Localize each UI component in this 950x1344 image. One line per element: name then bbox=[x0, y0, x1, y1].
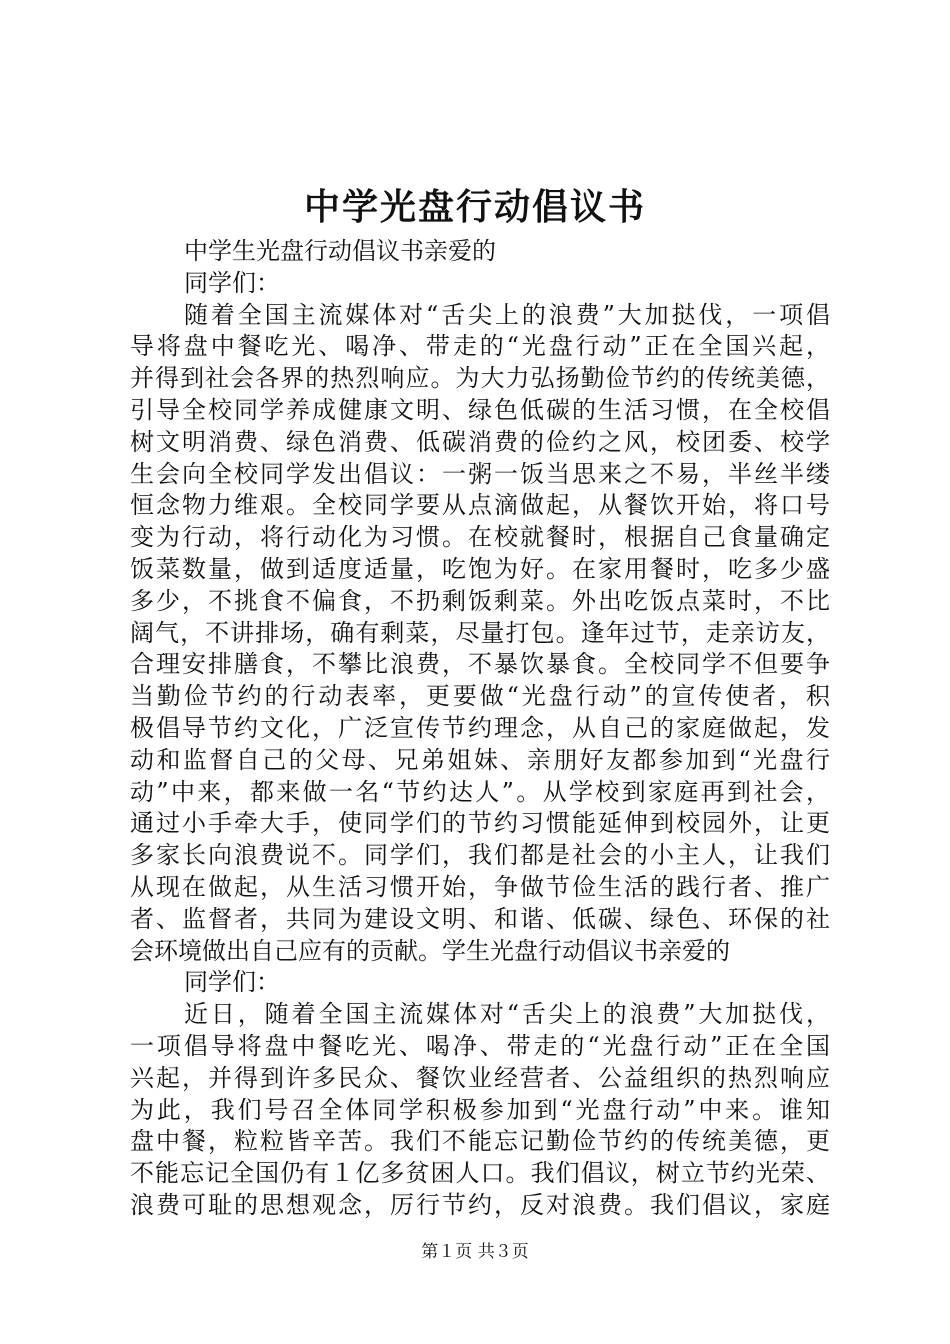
text-line: 者、监督者，共同为建设文明、和谐、低碳、绿色、环保的社 bbox=[130, 904, 830, 933]
text-line: 近日，随着全国主流媒体对“舌尖上的浪费”大加挞伐， bbox=[184, 1000, 830, 1029]
text-line: 盘中餐，粒粒皆辛苦。我们不能忘记勤俭节约的传统美德，更 bbox=[130, 1127, 830, 1156]
text-line: 导将盘中餐吃光、喝净、带走的“光盘行动”正在全国兴起， bbox=[130, 332, 830, 361]
text-line: 通过小手牵大手，使同学们的节约习惯能延伸到校园外，让更 bbox=[130, 809, 830, 838]
text-line: 树文明消费、绿色消费、低碳消费的俭约之风，校团委、校学 bbox=[130, 427, 830, 456]
text-line: 同学们： bbox=[184, 968, 280, 997]
text-line: 从现在做起，从生活习惯开始，争做节俭生活的践行者、推广 bbox=[130, 872, 830, 901]
text-line: 同学们： bbox=[184, 268, 280, 297]
text-line: 引导全校同学养成健康文明、绿色低碳的生活习惯，在全校倡 bbox=[130, 395, 830, 424]
text-line: 多家长向浪费说不。同学们，我们都是社会的小主人，让我们 bbox=[130, 841, 830, 870]
document-body bbox=[130, 236, 830, 1222]
text-line: 会环境做出自己应有的贡献。学生光盘行动倡议书亲爱的 bbox=[130, 936, 730, 965]
text-line: 中学生光盘行动倡议书亲爱的 bbox=[184, 237, 496, 265]
text-line: 生会向全校同学发出倡议：一粥一饭当思来之不易，半丝半缕 bbox=[130, 459, 830, 488]
text-line: 合理安排膳食，不攀比浪费，不暴饮暴食。全校同学不但要争 bbox=[130, 650, 830, 679]
text-line: 恒念物力维艰。全校同学要从点滴做起，从餐饮开始，将口号 bbox=[130, 491, 830, 520]
text-line: 多少，不挑食不偏食，不扔剩饭剩菜。外出吃饭点菜时，不比 bbox=[130, 586, 830, 615]
text-line: 阔气，不讲排场，确有剩菜，尽量打包。逢年过节，走亲访友， bbox=[130, 618, 830, 647]
text-line: 动和监督自己的父母、兄弟姐妹、亲朋好友都参加到“光盘行 bbox=[130, 745, 830, 774]
document-title: 中学光盘行动倡议书 bbox=[303, 187, 646, 228]
text-line: 浪费可耻的思想观念，厉行节约，反对浪费。我们倡议，家庭 bbox=[130, 1190, 830, 1219]
text-line: 饭菜数量，做到适度适量，吃饱为好。在家用餐时，吃多少盛 bbox=[130, 554, 830, 583]
text-line: 随着全国主流媒体对“舌尖上的浪费”大加挞伐，一项倡 bbox=[184, 300, 830, 329]
text-line: 当勤俭节约的行动表率，更要做“光盘行动”的宣传使者，积 bbox=[130, 682, 830, 711]
text-line: 为此，我们号召全体同学积极参加到“光盘行动”中来。谁知 bbox=[130, 1095, 830, 1124]
text-line: 动”中来，都来做一名“节约达人”。从学校到家庭再到社会， bbox=[130, 777, 830, 806]
text-line: 不能忘记全国仍有１亿多贫困人口。我们倡议，树立节约光荣、 bbox=[130, 1159, 830, 1188]
page-footer: 第１页 共３页 bbox=[421, 1242, 529, 1262]
text-line: 并得到社会各界的热烈响应。为大力弘扬勤俭节约的传统美德， bbox=[130, 364, 830, 393]
text-line: 极倡导节约文化，广泛宣传节约理念，从自己的家庭做起，发 bbox=[130, 713, 830, 742]
text-line: 兴起，并得到许多民众、餐饮业经营者、公益组织的热烈响应 bbox=[130, 1063, 830, 1092]
text-line: 一项倡导将盘中餐吃光、喝净、带走的“光盘行动”正在全国 bbox=[130, 1031, 830, 1060]
text-line: 变为行动，将行动化为习惯。在校就餐时，根据自己食量确定 bbox=[130, 523, 830, 552]
